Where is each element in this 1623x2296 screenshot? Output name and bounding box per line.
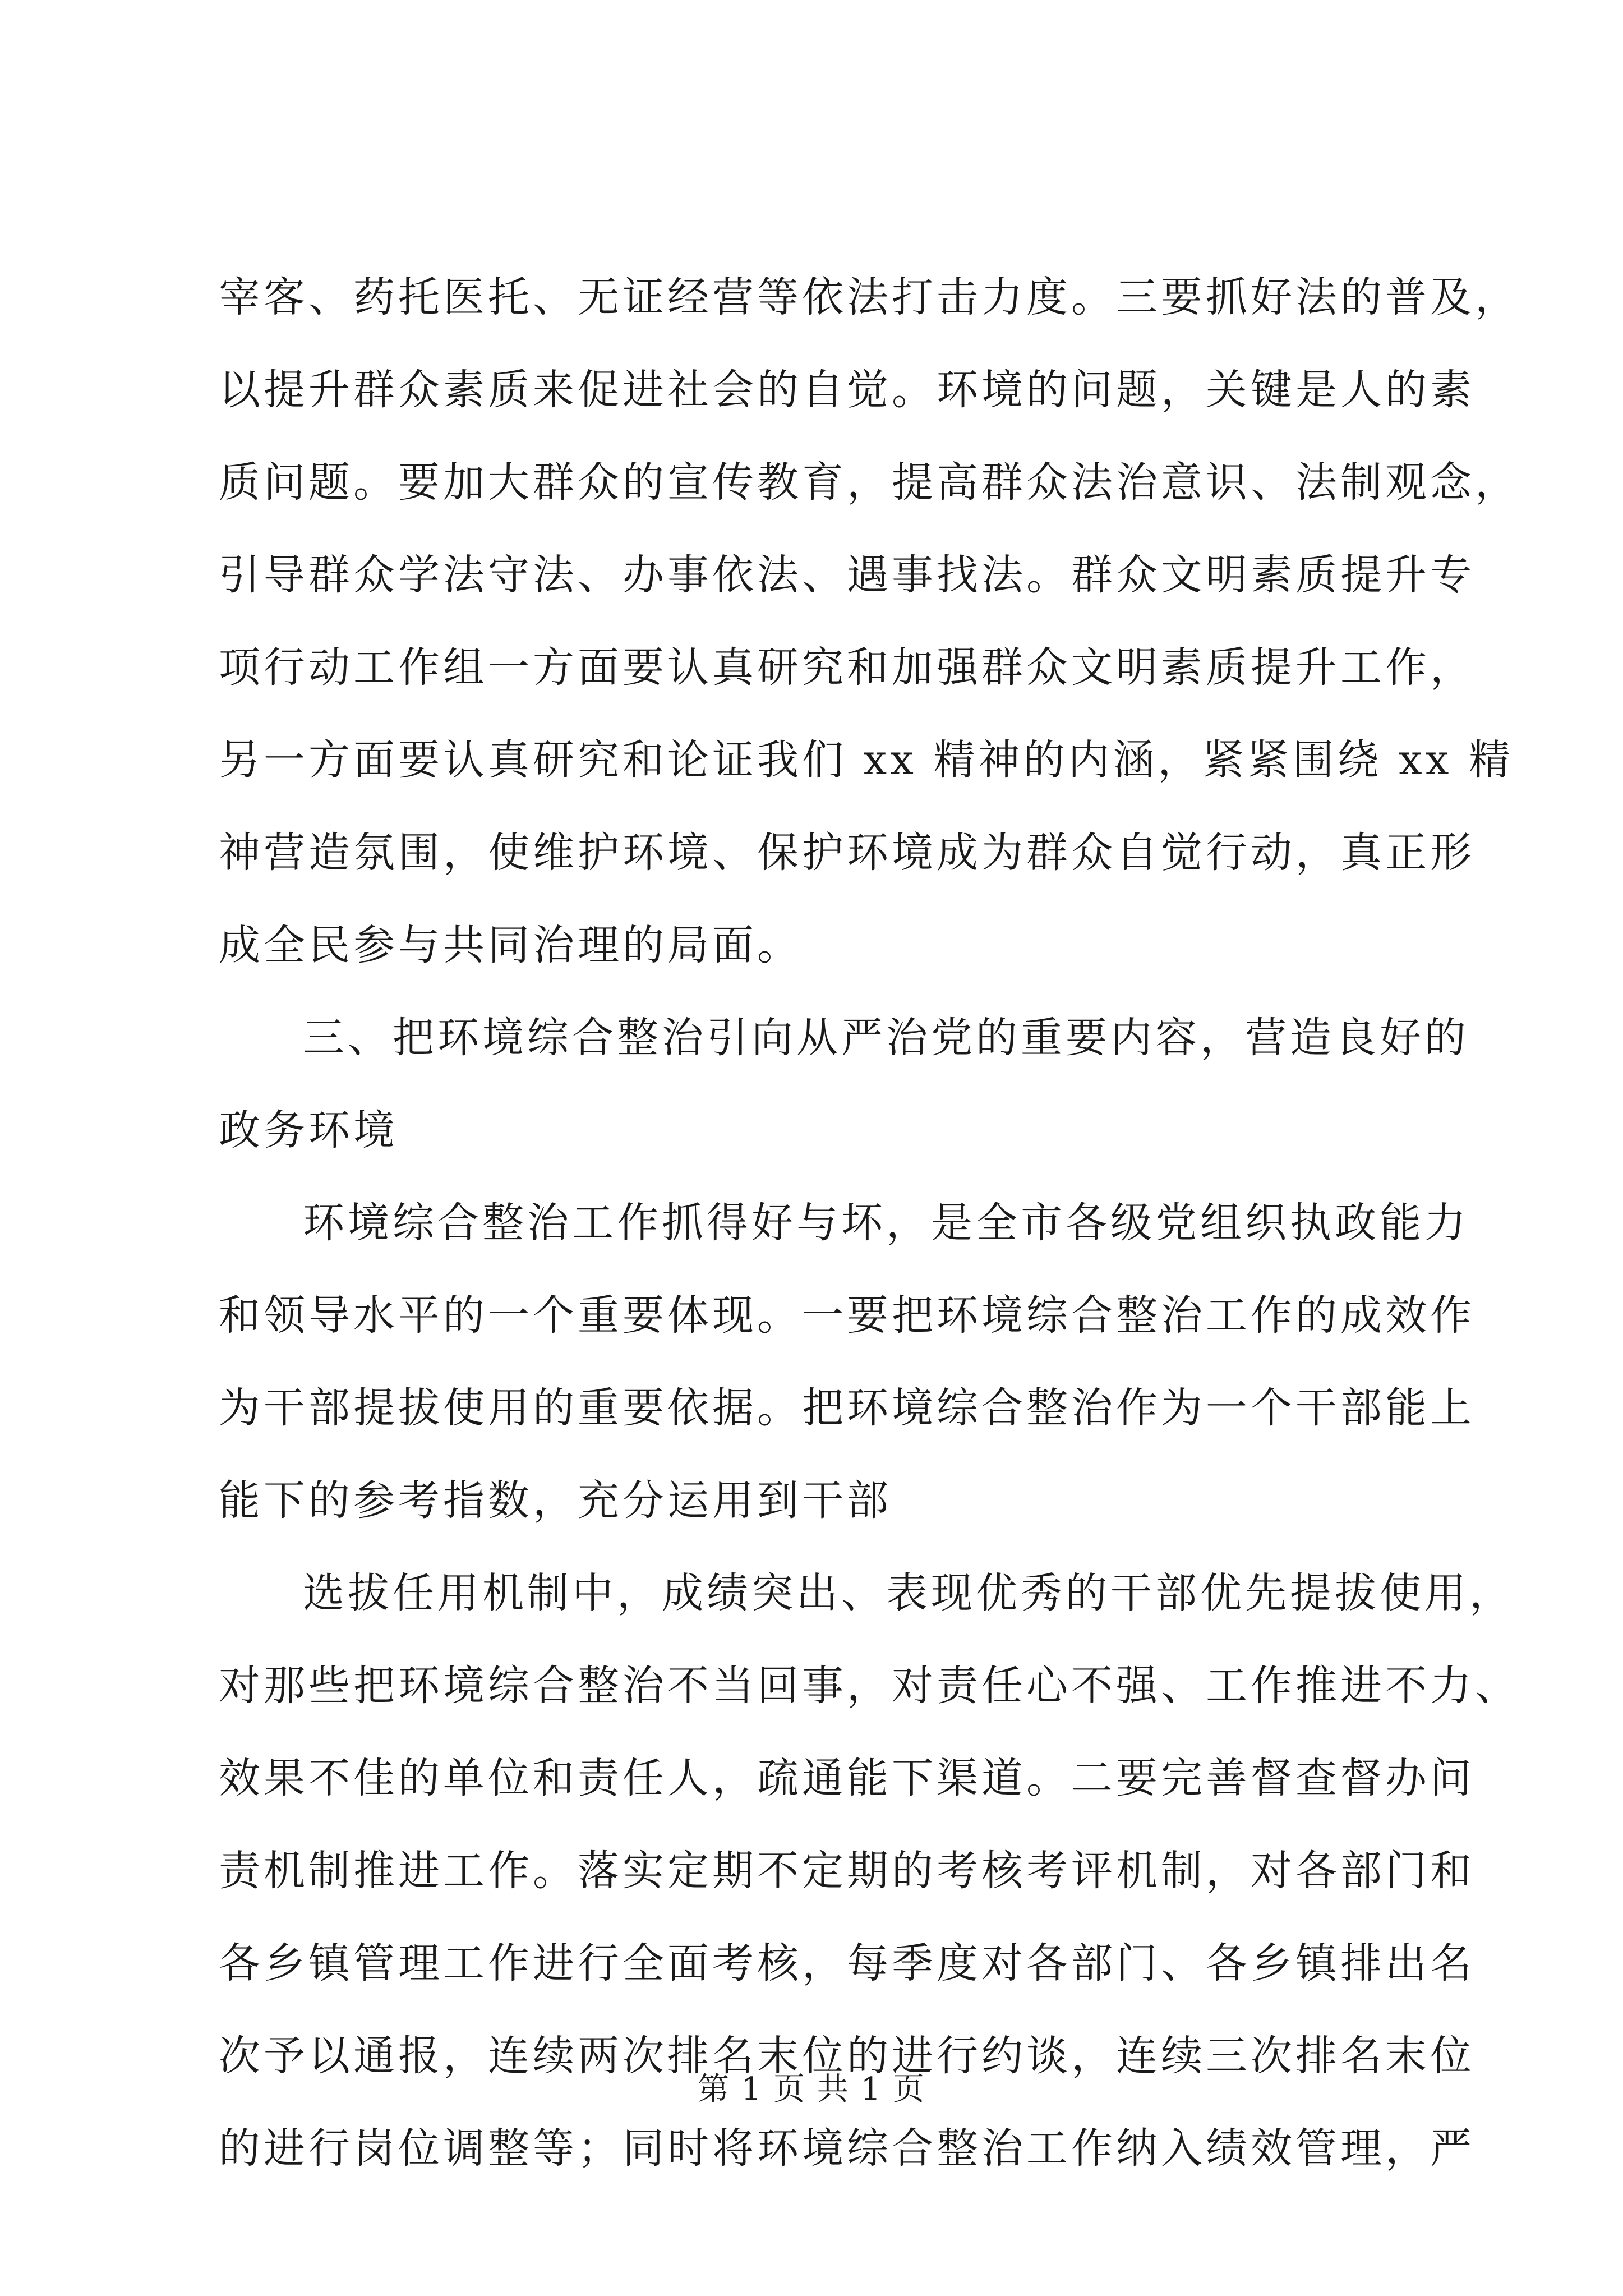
text-line: 引导群众学法守法、办事依法、遇事找法。群众文明素质提升专 [219,551,1475,599]
text-line: 责机制推进工作。落实定期不定期的考核考评机制，对各部门和 [219,1847,1475,1895]
text-line: 各乡镇管理工作进行全面考核，每季度对各部门、各乡镇排出名 [219,1939,1475,1987]
text-line: 次予以通报，连续两次排名末位的进行约谈，连续三次排名末位 [219,2032,1475,2080]
text-line: 质问题。要加大群众的宣传教育，提高群众法治意识、法制观念， [219,458,1520,507]
text-line: 项行动工作组一方面要认真研究和加强群众文明素质提升工作， [219,643,1475,692]
text-line: 能下的参考指数，充分运用到干部 [219,1476,892,1525]
section-heading: 三、把环境综合整治引向从严治党的重要内容，营造良好的 [303,1014,1469,1062]
paragraph-start-line: 环境综合整治工作抓得好与坏，是全市各级党组织执政能力 [303,1199,1469,1247]
text-line: 神营造氛围，使维护环境、保护环境成为群众自觉行动，真正形 [219,829,1475,877]
text-line: 和领导水平的一个重要体现。一要把环境综合整治工作的成效作 [219,1291,1475,1340]
paragraph-start-line: 选拔任用机制中，成绩突出、表现优秀的干部优先提拔使用， [303,1569,1514,1617]
text-line: 为干部提拔使用的重要依据。把环境综合整治作为一个干部能上 [219,1384,1475,1432]
text-line: 对那些把环境综合整治不当回事，对责任心不强、工作推进不力、 [219,1662,1520,1710]
text-line: 成全民参与共同治理的局面。 [219,921,802,969]
page-number-footer: 第 1 页 共 1 页 [697,2071,926,2108]
text-line: 效果不佳的单位和责任人，疏通能下渠道。二要完善督查督办问 [219,1754,1475,1802]
section-heading-continued: 政务环境 [219,1106,398,1154]
text-line: 以提升群众素质来促进社会的自觉。环境的问题，关键是人的素 [219,366,1475,414]
document-body [219,251,1520,2195]
text-line: 的进行岗位调整等；同时将环境综合整治工作纳入绩效管理，严 [219,2124,1475,2173]
text-line: 宰客、药托医托、无证经营等依法打击力度。三要抓好法的普及， [219,273,1520,321]
text-line: 另一方面要认真研究和论证我们 xx 精神的内涵，紧紧围绕 xx 精 [219,736,1514,784]
